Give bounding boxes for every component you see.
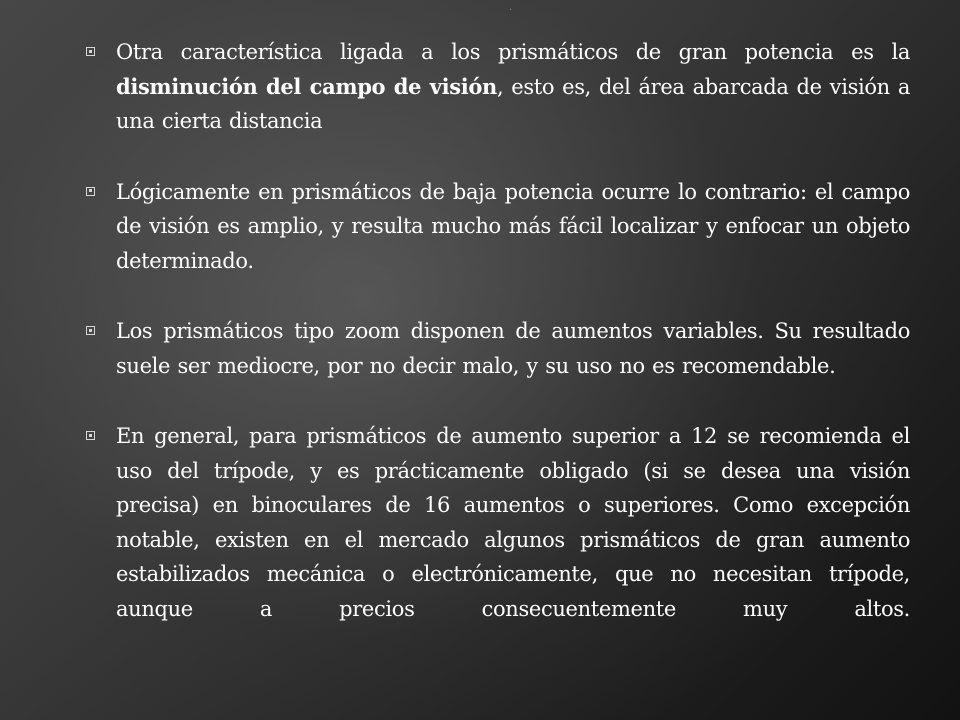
bullet-text-part: , esto es, del área abarcada de visión a una cierta distancia (116, 74, 910, 133)
bullet-text-part: Otra característica ligada a los prismáticos de gran potencia es la (116, 40, 910, 64)
square-bullet-icon (86, 187, 95, 196)
bullet-text (116, 35, 910, 139)
bullet-item-baja-potencia (80, 175, 910, 279)
bullet-text: Lógicamente en prismáticos de baja potencia ocurre lo contrario: el campo de visión es amplio, y resulta mucho más fácil localizar y enfocar un objeto determinado. (116, 179, 910, 273)
bullet-item-tripode (80, 419, 910, 626)
square-bullet-icon (86, 431, 95, 440)
bullet-list (80, 35, 910, 662)
bullet-text: Los prismáticos tipo zoom disponen de aumentos variables. Su resultado suele ser mediocre, por no decir malo, y su uso no es recomendable. (116, 319, 910, 378)
square-bullet-icon (86, 47, 95, 56)
bullet-text-emphasis: disminución del campo de visión (116, 73, 497, 99)
bullet-text: En general, para prismáticos de aumento superior a 12 se recomienda el uso del trípode, y es prácticamente obligado (si se desea una visión precisa) en binoculares de 16 aumentos o superiores. Como excepción notable, existen en el mercado algunos prismáticos de gran aumento estabilizados mecánica o electrónicamente, que no necesitan trípode, aunque a precios consecuentemente muy altos. (116, 424, 910, 621)
bullet-item-campo-vision (80, 35, 910, 139)
square-bullet-icon (86, 326, 95, 335)
bullet-item-zoom (80, 314, 910, 383)
stray-mark: . (509, 2, 513, 13)
